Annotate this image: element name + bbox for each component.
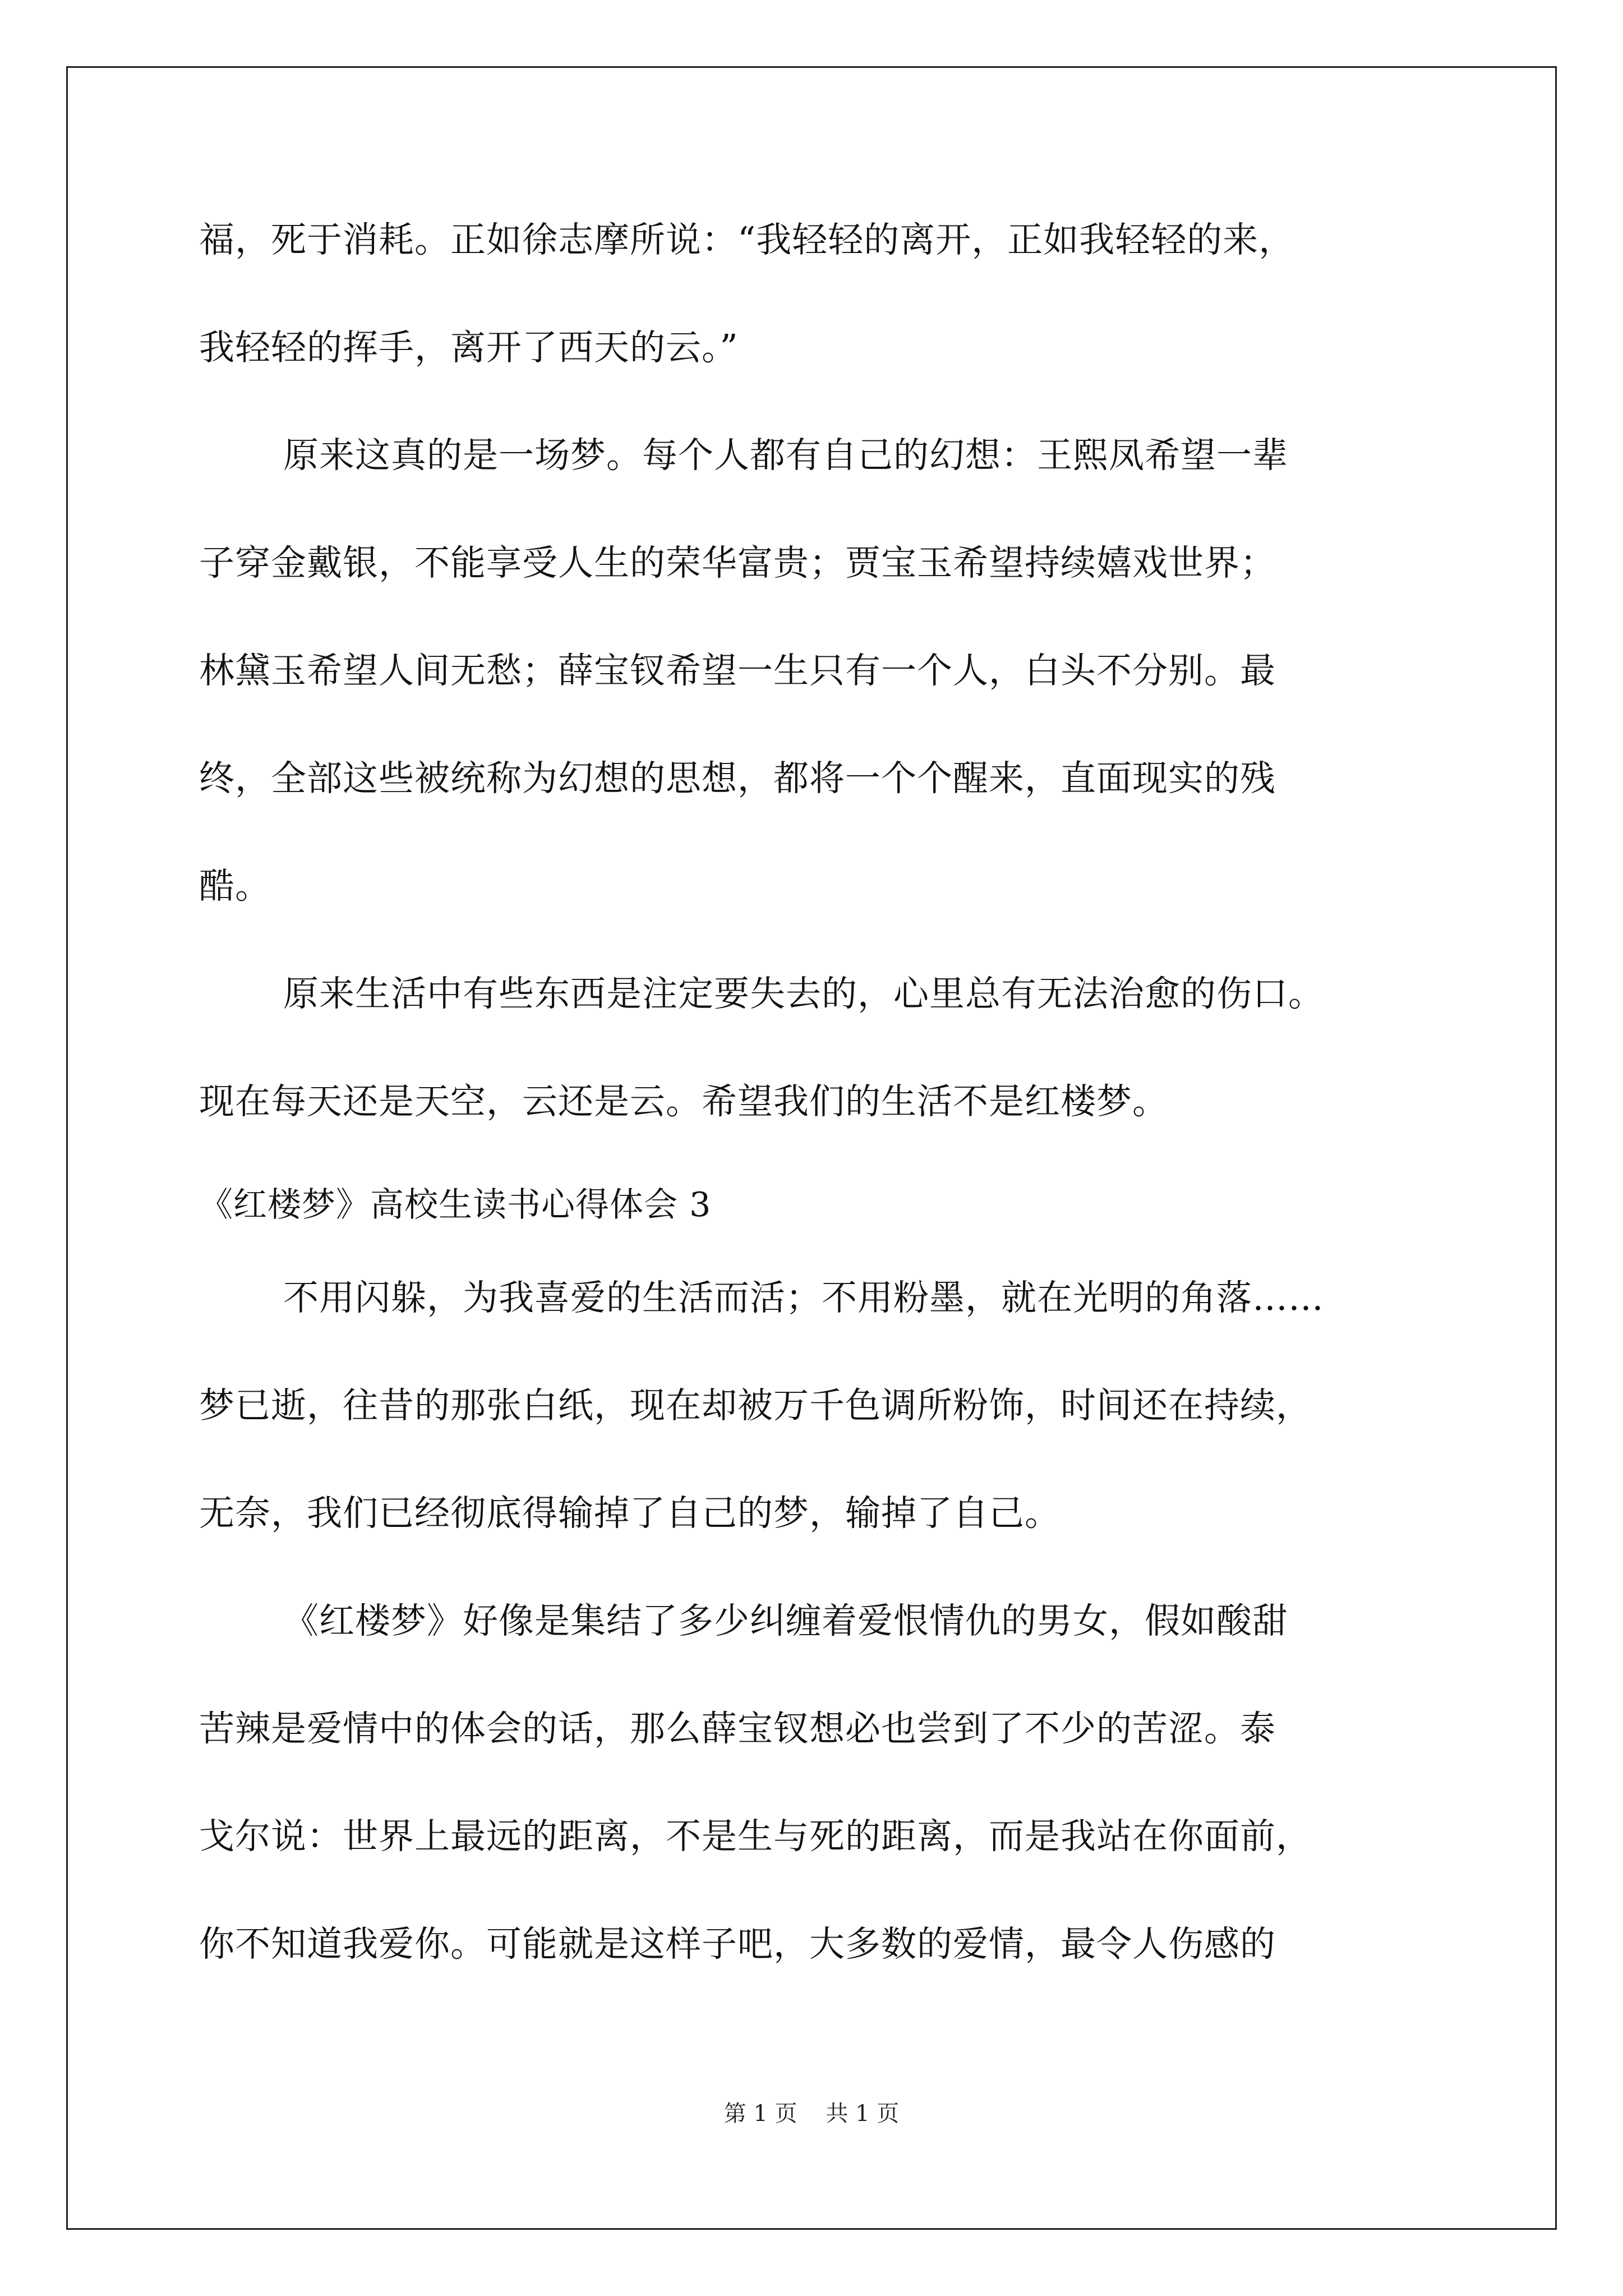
text-line: 福，死于消耗。正如徐志摩所说：“我轻轻的离开，正如我轻轻的来， — [199, 219, 1295, 260]
page-footer: 第 1 页 共 1 页 — [723, 2101, 900, 2127]
section-heading — [199, 1182, 1433, 1271]
text-line: 原来生活中有些东西是注定要失去的，心里总有无法治愈的伤口。 — [283, 973, 1324, 1014]
text-line: 不用闪躲，为我喜爱的生活而活；不用粉墨，就在光明的角落…… — [283, 1277, 1324, 1318]
text-line: 梦已逝，往昔的那张白纸，现在却被万千色调所粉饰，时间还在持续， — [199, 1385, 1312, 1426]
paragraph-4 — [199, 1271, 1433, 1594]
text-line: 现在每天还是天空，云还是云。希望我们的生活不是红楼梦。 — [199, 1081, 1168, 1122]
document-body — [199, 213, 1433, 2025]
text-line: 你不知道我爱你。可能就是这样子吧，大多数的爱情，最令人伤感的 — [199, 1924, 1276, 1964]
heading-text: 《红楼梦》高校生读书心得体会 3 — [199, 1185, 712, 1225]
text-line: 酷。 — [199, 866, 271, 907]
paragraph-3 — [199, 967, 1433, 1182]
paragraph-2 — [199, 429, 1433, 967]
text-line: 原来这真的是一场梦。每个人都有自己的幻想：王熙凤希望一辈 — [283, 435, 1288, 476]
text-line: 苦辣是爱情中的体会的话，那么薛宝钗想必也尝到了不少的苦涩。泰 — [199, 1708, 1276, 1749]
paragraph-1 — [199, 213, 1433, 429]
text-line: 子穿金戴银，不能享受人生的荣华富贵；贾宝玉希望持续嬉戏世界； — [199, 542, 1276, 583]
text-line: 无奈，我们已经彻底得输掉了自己的梦，输掉了自己。 — [199, 1493, 1061, 1534]
text-line: 戈尔说：世界上最远的距离，不是生与死的距离，而是我站在你面前， — [199, 1816, 1312, 1857]
paragraph-5 — [199, 1594, 1433, 2025]
text-line: 《红楼梦》好像是集结了多少纠缠着爱恨情仇的男女，假如酸甜 — [283, 1600, 1288, 1641]
text-line: 我轻轻的挥手，离开了西天的云。” — [199, 327, 739, 368]
text-line: 终，全部这些被统称为幻想的思想，都将一个个醒来，直面现实的残 — [199, 758, 1276, 799]
text-line: 林黛玉希望人间无愁；薛宝钗希望一生只有一个人，白头不分别。最 — [199, 650, 1276, 691]
